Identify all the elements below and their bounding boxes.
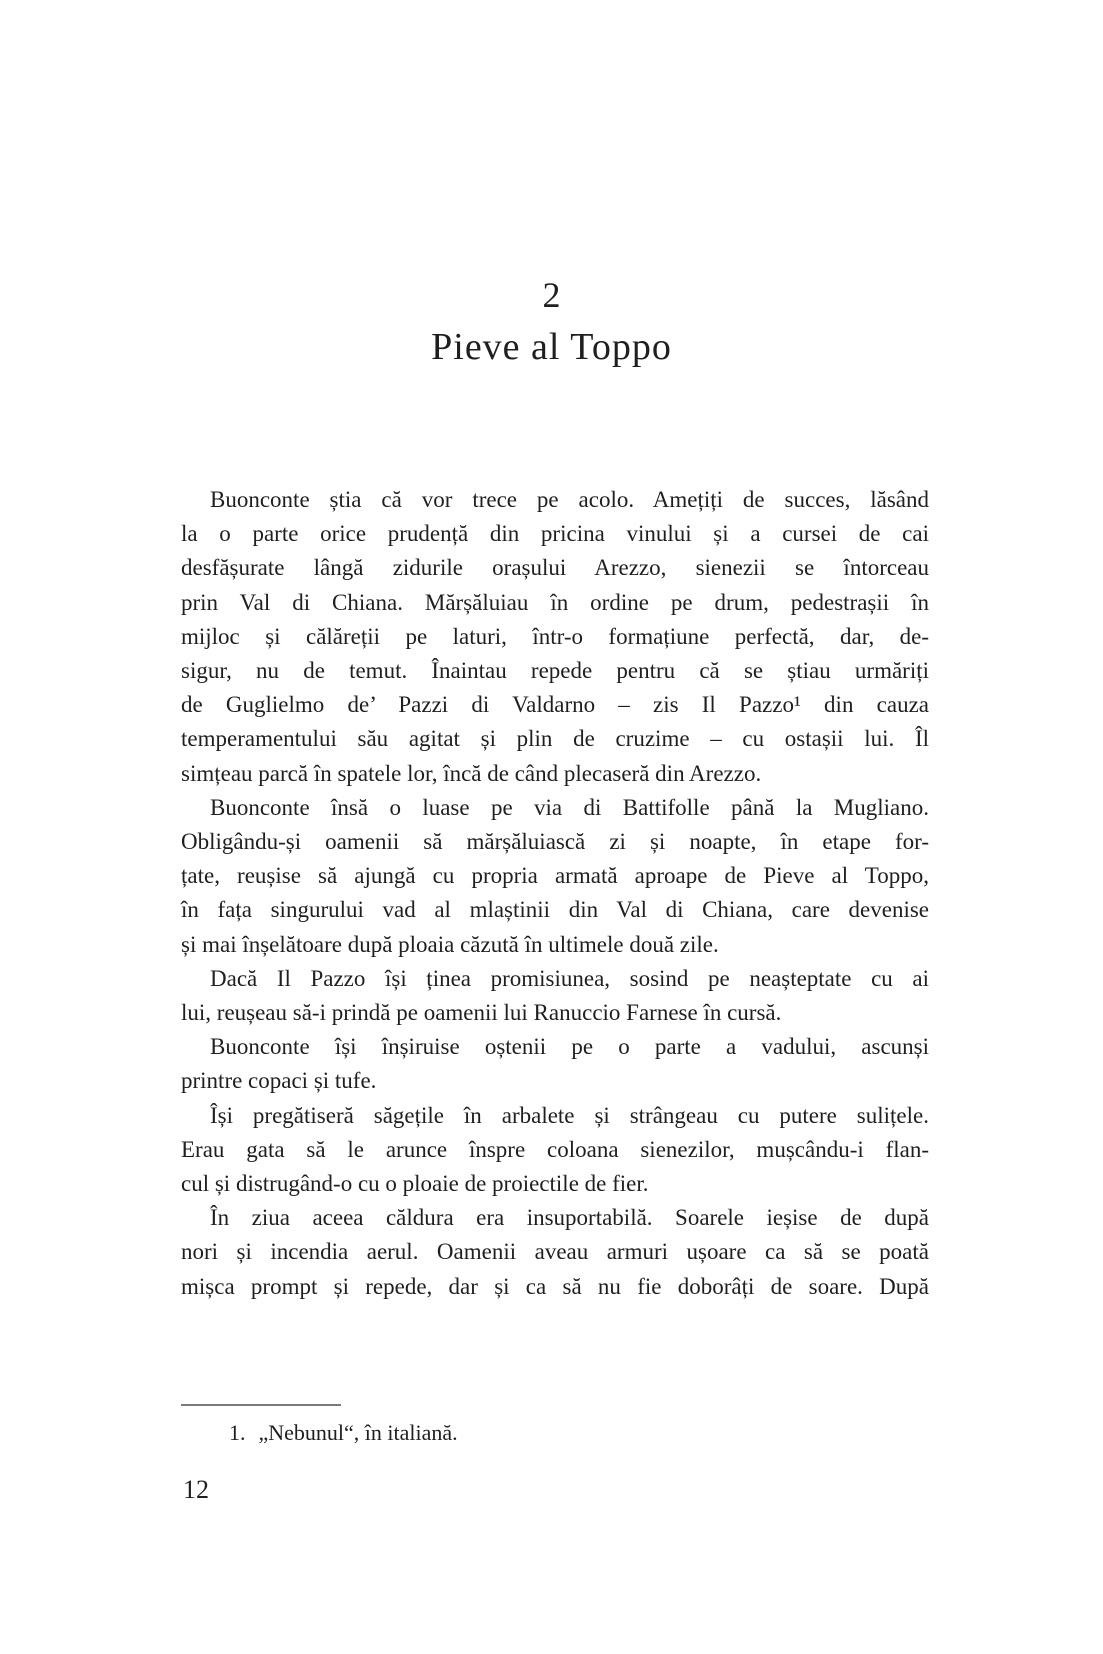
paragraph	[181, 483, 929, 791]
paragraph	[181, 1201, 929, 1304]
body-line: în fața singurului vad al mlaștinii din Val di Chiana, care devenise	[181, 897, 929, 923]
footnote	[181, 1404, 929, 1448]
body-line: Buonconte însă o luase pe via di Battifolle până la Mugliano.	[210, 794, 929, 820]
paragraph	[181, 791, 929, 962]
body-line: nori și incendia aerul. Oamenii aveau armuri ușoare ca să se poată	[181, 1239, 929, 1265]
body-line: temperamentului său agitat și plin de cruzime – cu ostașii lui. Îl	[181, 726, 929, 752]
body-line: desfășurate lângă zidurile orașului Arezzo, sienezii se întorceau	[181, 555, 929, 581]
body-line: cul și distrugând-o cu o ploaie de proiectile de fier.	[181, 1171, 649, 1197]
body-line: simțeau parcă în spatele lor, încă de când plecaseră din Arezzo.	[181, 760, 762, 786]
paragraph	[181, 1030, 929, 1098]
body-line: mișca prompt și repede, dar și ca să nu fie doborâți de soare. După	[181, 1273, 929, 1299]
footnote-divider	[181, 1404, 341, 1406]
body-line: În ziua aceea căldura era insuportabilă. Soarele ieșise de după	[210, 1205, 929, 1231]
body-text	[181, 483, 929, 1304]
body-line: prin Val di Chiana. Mărșăluiau în ordine pe drum, pedestrașii în	[181, 589, 929, 615]
footnote-marker: 1.	[229, 1420, 246, 1445]
chapter-heading	[0, 272, 1103, 370]
footnote-content: „Nebunul“, în italiană.	[258, 1420, 458, 1445]
footnote-text	[181, 1418, 929, 1448]
body-line: lui, reușeau să-i prindă pe oamenii lui Ranuccio Farnese în cursă.	[181, 1000, 782, 1026]
body-line: țate, reușise să ajungă cu propria armată aproape de Pieve al Toppo,	[181, 863, 929, 889]
body-line: la o parte orice prudență din pricina vinului și a cursei de cai	[181, 521, 929, 547]
body-line: sigur, nu de temut. Înaintau repede pentru că se știau urmăriți	[181, 658, 929, 684]
body-line: printre copaci și tufe.	[181, 1068, 377, 1094]
body-line: Buonconte își înșiruise oștenii pe o parte a vadului, ascunși	[210, 1034, 929, 1060]
body-line: și mai înșelătoare după ploaia căzută în ultimele două zile.	[181, 931, 719, 957]
body-line: Își pregătiseră săgețile în arbalete și strângeau cu putere sulițele.	[210, 1102, 929, 1128]
paragraph	[181, 1099, 929, 1202]
chapter-title: Pieve al Toppo	[431, 326, 672, 368]
body-line: Dacă Il Pazzo își ținea promisiunea, sosind pe neașteptate cu ai	[210, 965, 929, 991]
page-number: 12	[183, 1475, 209, 1504]
body-line: Obligându-și oamenii să mărșăluiască zi și noapte, în etape for-	[181, 829, 929, 855]
body-line: de Guglielmo de’ Pazzi di Valdarno – zis Il Pazzo¹ din cauza	[181, 692, 929, 718]
chapter-number: 2	[542, 275, 561, 315]
paragraph	[181, 962, 929, 1030]
body-line: Erau gata să le arunce înspre coloana sienezilor, mușcându-i flan-	[181, 1136, 929, 1162]
body-line: mijloc și călăreții pe laturi, într-o formațiune perfectă, dar, de-	[181, 623, 929, 649]
body-line: Buonconte știa că vor trece pe acolo. Amețiți de succes, lăsând	[210, 487, 929, 512]
